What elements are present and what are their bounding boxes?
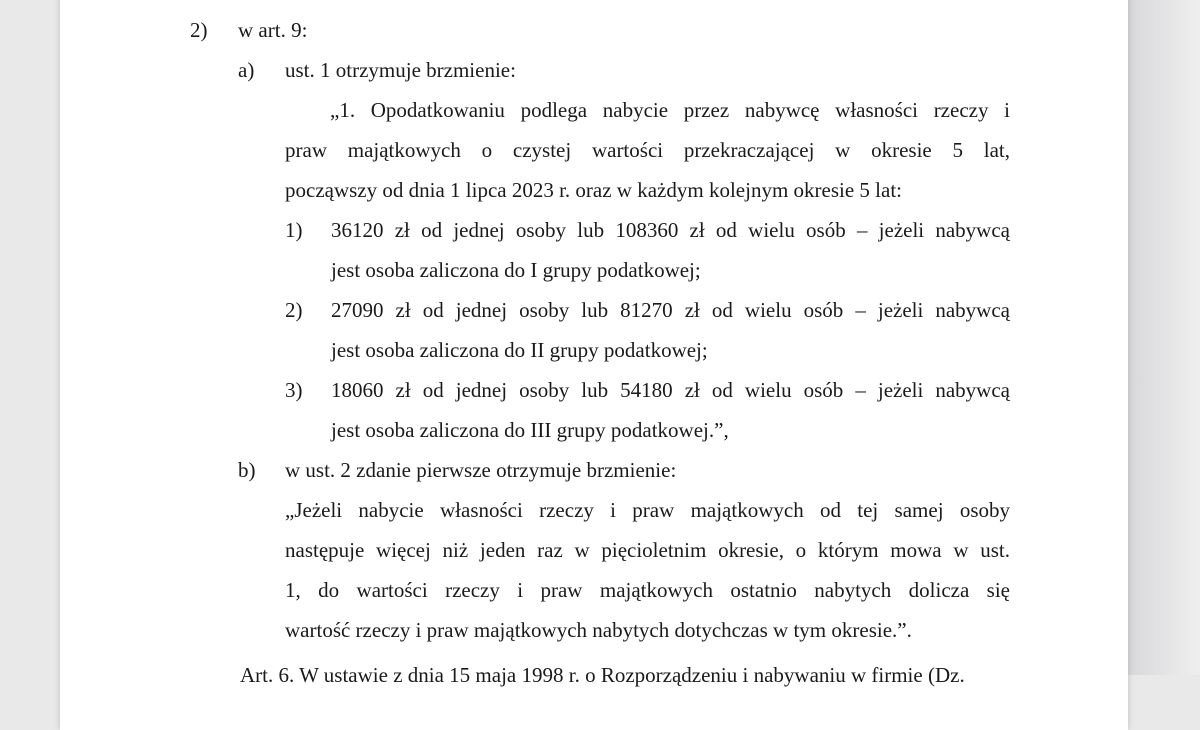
next-article-text: Art. 6. W ustawie z dnia 15 maja 1998 r. o Rozporządzeniu i nabywaniu w firmie (Dz. [240, 663, 965, 687]
letter-b: b) [238, 458, 256, 482]
point-1-number: 1) [285, 218, 303, 242]
quote-b-line-2: następuje więcej niż jeden raz w pięcioletnim okresie, o którym mowa w ust. [285, 538, 1010, 562]
point-1-line-2: jest osoba zaliczona do I grupy podatkowej; [331, 258, 701, 282]
point-3-line-2: jest osoba zaliczona do III grupy podatkowej.”, [331, 418, 729, 442]
page-edge-shadow [1128, 0, 1200, 675]
point-3-line-1: 18060 zł od jednej osoby lub 54180 zł od wielu osób – jeżeli nabywcą [331, 378, 1010, 402]
quote-b-line-3: 1, do wartości rzeczy i praw majątkowych ostatnio nabytych dolicza się [285, 578, 1010, 602]
point-2-line-1: 27090 zł od jednej osoby lub 81270 zł od wielu osób – jeżeli nabywcą [331, 298, 1010, 322]
quote-a-line-2: praw majątkowych o czystej wartości przekraczającej w okresie 5 lat, [285, 138, 1010, 162]
point-2-number: 2) [285, 298, 303, 322]
quote-b-line-1: „Jeżeli nabycie własności rzeczy i praw majątkowych od tej samej osoby [285, 498, 1010, 522]
next-article-clipped [240, 662, 1010, 688]
quote-a-line-3: począwszy od dnia 1 lipca 2023 r. oraz w każdym kolejnym okresie 5 lat: [285, 178, 902, 202]
letter-a-text: ust. 1 otrzymuje brzmienie: [285, 58, 516, 82]
quote-b-line-4: wartość rzeczy i praw majątkowych nabytych dotychczas w tym okresie.”. [285, 618, 912, 642]
point-1-line-1: 36120 zł od jednej osoby lub 108360 zł od wielu osób – jeżeli nabywcą [331, 218, 1010, 242]
letter-b-text: w ust. 2 zdanie pierwsze otrzymuje brzmienie: [285, 458, 677, 482]
item-text: w art. 9: [238, 18, 308, 42]
letter-a: a) [238, 58, 255, 82]
point-3-number: 3) [285, 378, 303, 402]
quote-a-line-1: „1. Opodatkowaniu podlega nabycie przez nabywcę własności rzeczy i [330, 98, 1010, 122]
item-number: 2) [190, 18, 208, 42]
point-2-line-2: jest osoba zaliczona do II grupy podatkowej; [331, 338, 708, 362]
